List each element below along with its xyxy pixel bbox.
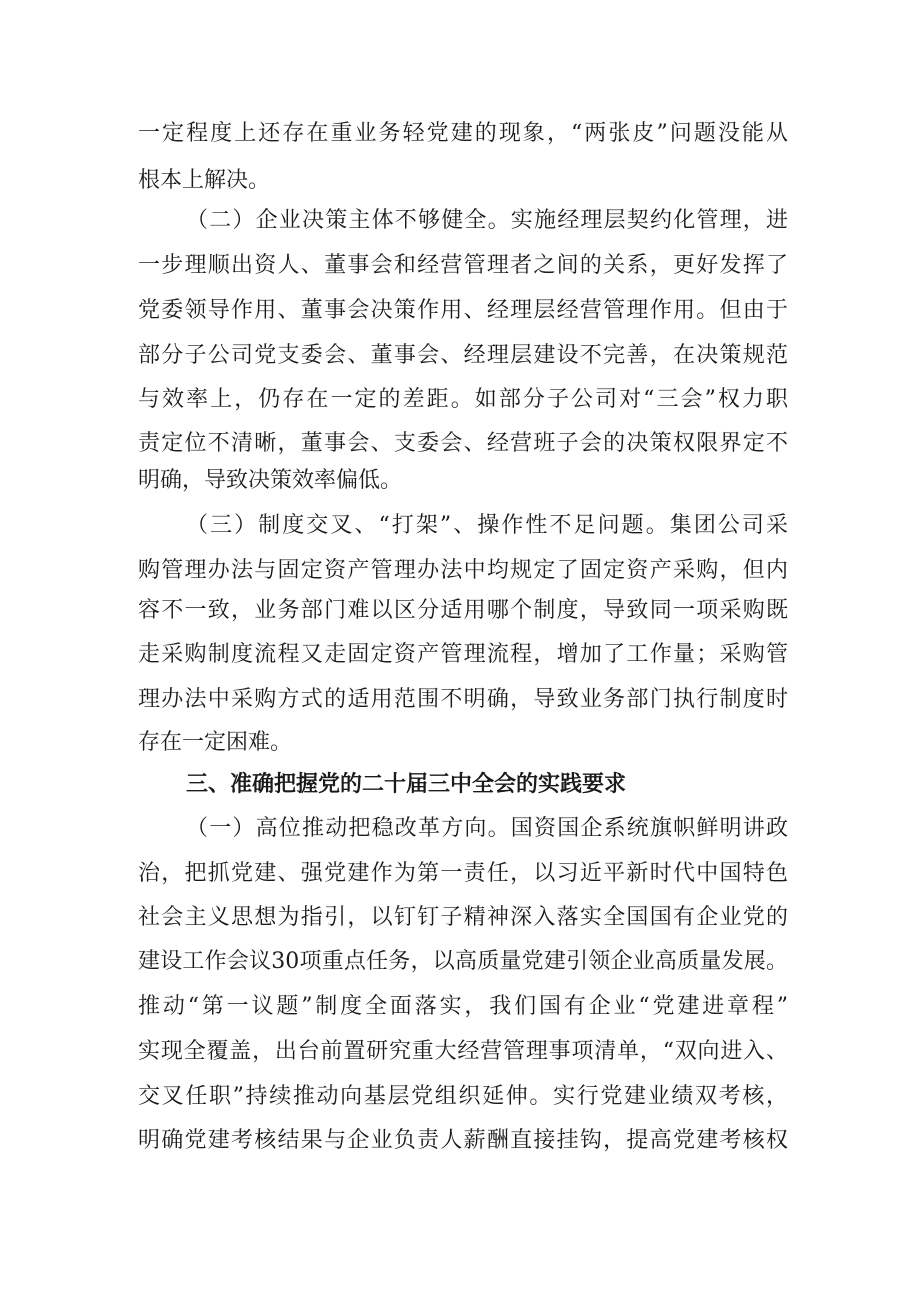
paragraph-line: 明确党建考核结果与企业负责人薪酬直接挂钩，提高党建考核权: [138, 1128, 788, 1153]
paragraph-line: 一步理顺出资人、董事会和经营管理者之间的关系，更好发挥了: [138, 253, 788, 278]
paragraph-line: 走采购制度流程又走固定资产管理流程，增加了工作量；采购管: [138, 642, 788, 667]
paragraph-line: 存在一定困难。: [138, 730, 293, 755]
paragraph-line: 实现全覆盖，出台前置研究重大经营管理事项清单，“双向进入、: [138, 1039, 788, 1064]
paragraph-line: 理办法中采购方式的适用范围不明确，导致业务部门执行制度时: [138, 687, 788, 712]
paragraph-line: 根本上解决。: [138, 168, 271, 193]
paragraph-line: 交叉任职”持续推动向基层党组织延伸。实行党建业绩双考核，: [138, 1084, 788, 1109]
paragraph-line: （二）企业决策主体不够健全。实施经理层契约化管理，进: [186, 208, 788, 233]
paragraph-line: 建设工作会议30项重点任务，以高质量党建引领企业高质量发展。: [138, 949, 788, 974]
paragraph-line: 党委领导作用、董事会决策作用、经理层经营管理作用。但由于: [138, 298, 788, 323]
paragraph-line: 部分子公司党支委会、董事会、经理层建设不完善，在决策规范: [138, 343, 788, 368]
paragraph-line: 购管理办法与固定资产管理办法中均规定了固定资产采购，但内: [138, 558, 788, 583]
paragraph-line: （一）高位推动把稳改革方向。国资国企系统旗帜鲜明讲政: [186, 816, 788, 841]
paragraph-line: 治，把抓党建、强党建作为第一责任，以习近平新时代中国特色: [138, 861, 788, 886]
paragraph-line: 一定程度上还存在重业务轻党建的现象，“两张皮”问题没能从: [138, 121, 788, 146]
paragraph-line: 社会主义思想为指引，以钉钉子精神深入落实全国国有企业党的: [138, 905, 788, 930]
paragraph-line: 容不一致，业务部门难以区分适用哪个制度，导致同一项采购既: [138, 598, 788, 623]
paragraph-line: （三）制度交叉、“打架”、操作性不足问题。集团公司采: [186, 513, 788, 538]
paragraph-line: 推动“第一议题”制度全面落实，我们国有企业“党建进章程”: [138, 994, 788, 1019]
section-heading: 三、准确把握党的二十届三中全会的实践要求: [186, 772, 627, 797]
paragraph-line: 明确，导致决策效率偏低。: [138, 468, 403, 493]
paragraph-line: 与效率上，仍存在一定的差距。如部分子公司对“三会”权力职: [138, 387, 788, 412]
paragraph-line: 责定位不清晰，董事会、支委会、经营班子会的决策权限界定不: [138, 431, 788, 456]
